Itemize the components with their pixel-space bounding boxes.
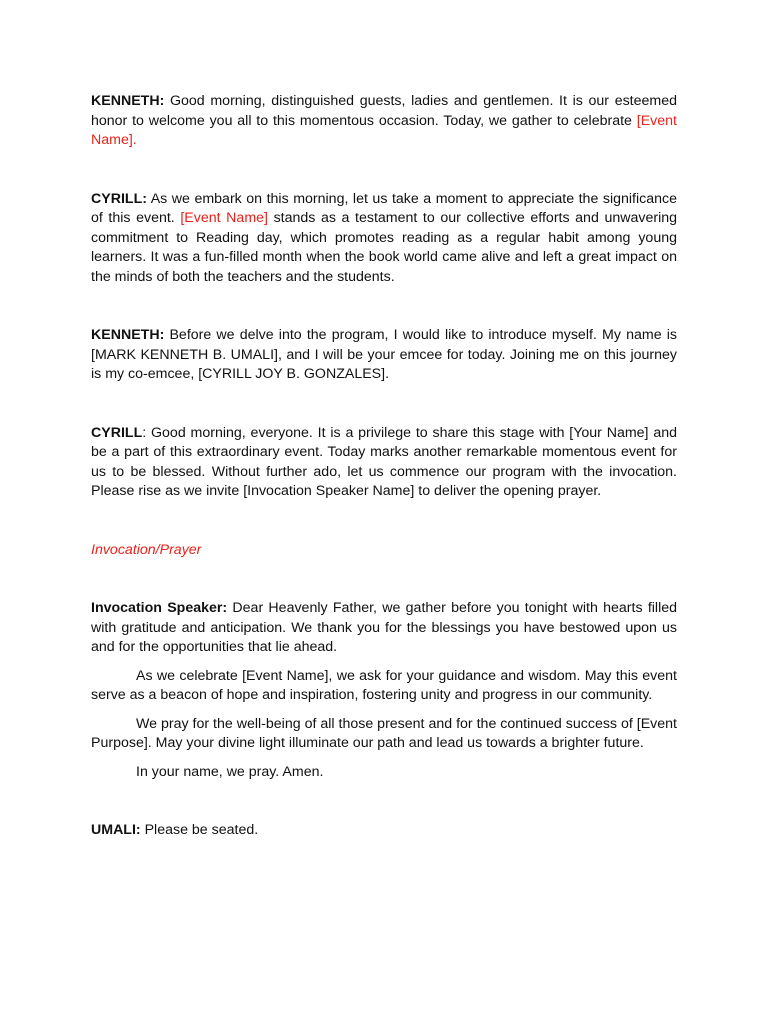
paragraph-text: Before we delve into the program, I would like to introduce myself. My name is [MARK KENNETH B. UMALI], and I will be your emcee for today. Joining me on this journey is my co-emcee, [CYRILL JOY B. GONZALES]. bbox=[91, 327, 677, 382]
speaker-name: CYRILL bbox=[91, 424, 143, 441]
paragraph-invocation-speaker bbox=[91, 599, 677, 658]
speaker-name: KENNETH: bbox=[91, 327, 165, 343]
paragraph-kenneth-welcome bbox=[91, 92, 677, 151]
paragraph-text: As we embark on this morning, let us take a moment to appreciate the significance of this event. bbox=[91, 190, 677, 226]
paragraph-cyrill-significance bbox=[91, 190, 677, 288]
placeholder-highlight: [Event Name] bbox=[180, 210, 268, 226]
paragraph-text: Good morning, distinguished guests, ladies and gentlemen. It is our esteemed honor to welcome you all to this momentous occasion. Today, we gather to celebrate bbox=[91, 93, 677, 129]
paragraph-text: : Good morning, everyone. It is a privilege to share this stage with [Your Name] and be a part of this extraordinary event. Today marks another remarkable momentous event for us to be blessed. Without further ado, let us commence our program with the invocation. Please rise as we invite [Invocation Speaker Name] to deliver the opening prayer. bbox=[91, 424, 677, 499]
paragraph-prayer-wellbeing: We pray for the well-being of all those present and for the continued success of [Event Purpose]. May your divine light illuminate our path and lead us towards a brighter future. bbox=[91, 715, 677, 751]
speaker-name: KENNETH: bbox=[91, 93, 165, 109]
paragraph-text: Dear Heavenly Father, we gather before you tonight with hearts filled with gratitude and anticipation. We thank you for the blessings you have bestowed upon us and for the opportunities that lie ahead. bbox=[91, 600, 678, 655]
paragraph-kenneth-intro bbox=[91, 326, 677, 385]
paragraph-text: Please be seated. bbox=[140, 822, 259, 838]
document-page bbox=[91, 92, 677, 841]
paragraph-umali-seated bbox=[91, 821, 677, 841]
paragraph-cyrill-invocation bbox=[91, 424, 677, 502]
speaker-name: Invocation Speaker: bbox=[91, 600, 228, 616]
speaker-name: CYRILL: bbox=[91, 190, 147, 207]
speaker-name: UMALI: bbox=[91, 822, 141, 838]
section-label-invocation: Invocation/Prayer bbox=[91, 541, 202, 558]
paragraph-prayer-amen: In your name, we pray. Amen. bbox=[136, 763, 324, 780]
paragraph-text: stands as a testament to our collective efforts and unwavering commitment to Reading day, which promotes reading as a regular habit among young learners. It was a fun-filled month when the book world came alive and left a great impact on the minds of both the teachers and the students. bbox=[91, 210, 677, 285]
placeholder-highlight: [Event Name]. bbox=[91, 112, 677, 148]
paragraph-prayer-guidance: As we celebrate [Event Name], we ask for your guidance and wisdom. May this event serve as a beacon of hope and inspiration, fostering unity and progress in our community. bbox=[91, 667, 677, 703]
